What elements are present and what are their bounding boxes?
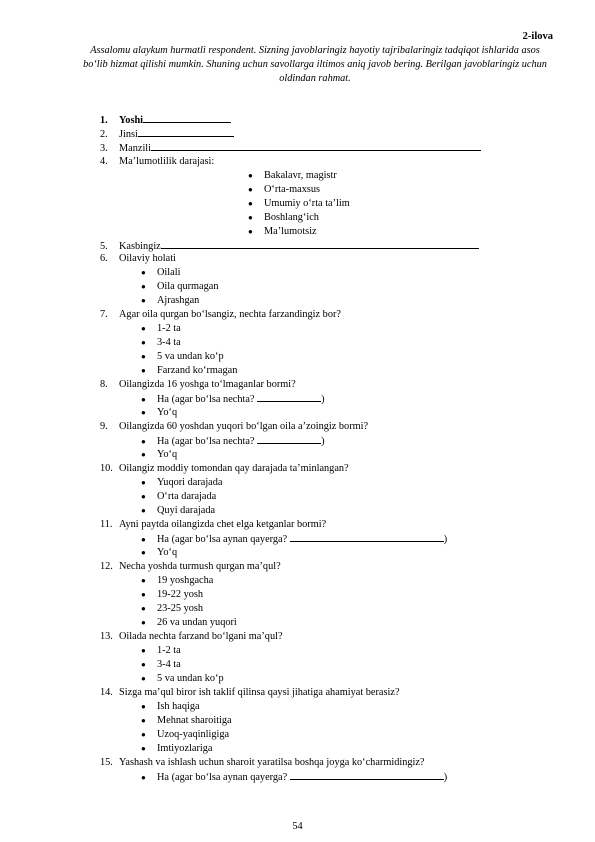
option-checkbox[interactable]: ● 1-2 ta xyxy=(141,645,181,656)
bullet-icon: ● xyxy=(141,352,146,361)
option-checkbox[interactable]: ● O‘rta darajada xyxy=(141,491,217,502)
option-checkbox[interactable]: ● Oilali xyxy=(141,267,181,278)
question-text: Necha yoshda turmush qurgan ma’qul? xyxy=(119,561,281,572)
question-text: Oilada nechta farzand bo‘lgani ma’qul? xyxy=(119,631,283,642)
bullet-icon: ● xyxy=(141,478,146,487)
bullet-icon: ● xyxy=(141,548,146,557)
option-checkbox[interactable]: ● Boshlang‘ich xyxy=(248,212,319,223)
bullet-icon: ● xyxy=(141,535,146,544)
bullet-icon: ● xyxy=(141,716,146,725)
bullet-icon: ● xyxy=(248,213,253,222)
question-10: 10. Oilangiz moddiy tomondan qay darajada ta’minlangan? xyxy=(100,463,349,474)
bullet-icon: ● xyxy=(141,744,146,753)
option-checkbox[interactable]: ● Ha (agar bo‘lsa nechta? ) xyxy=(141,394,325,405)
option-checkbox[interactable]: ● Umumiy o‘rta ta’lim xyxy=(248,198,350,209)
answer-line[interactable] xyxy=(257,393,321,402)
bullet-icon: ● xyxy=(141,506,146,515)
bullet-icon: ● xyxy=(141,492,146,501)
bullet-icon: ● xyxy=(141,450,146,459)
question-text: Ayni paytda oilangizda chet elga ketganlar bormi? xyxy=(119,519,327,530)
option-checkbox[interactable]: ● Yuqori darajada xyxy=(141,477,223,488)
bullet-icon: ● xyxy=(141,338,146,347)
bullet-icon: ● xyxy=(141,660,146,669)
question-15: 15. Yashash va ishlash uchun sharoit yaratilsa boshqa joyga ko‘charmidingiz? xyxy=(100,757,425,768)
bullet-icon: ● xyxy=(141,773,146,782)
bullet-icon: ● xyxy=(141,576,146,585)
option-checkbox[interactable]: ● Oila qurmagan xyxy=(141,281,219,292)
question-text: Oilangizda 60 yoshdan yuqori bo‘lgan oila a’zoingiz bormi? xyxy=(119,421,369,432)
bullet-icon: ● xyxy=(141,296,146,305)
bullet-icon: ● xyxy=(141,604,146,613)
option-checkbox[interactable]: ● Bakalavr, magistr xyxy=(248,170,337,181)
bullet-icon: ● xyxy=(248,199,253,208)
option-checkbox[interactable]: ● 3-4 ta xyxy=(141,659,181,670)
intro-paragraph: Assalomu alaykum hurmatli respondent. Sizning javoblaringiz hayotiy tajribalaringiz tadqiqot ishlarida asos bo‘lib hizmat qilishi mumkin. Shuning uchun savollarga iltimos aniq javob bering. Berilgan javoblaringiz uchun oldindan rahmat. xyxy=(83,45,547,85)
option-checkbox[interactable]: ● 23-25 yosh xyxy=(141,603,204,614)
question-text: Kasbingiz xyxy=(119,241,161,252)
question-14: 14. Sizga ma’qul biror ish taklif qilinsa qaysi jihatiga ahamiyat berasiz? xyxy=(100,687,400,698)
bullet-icon: ● xyxy=(141,437,146,446)
bullet-icon: ● xyxy=(141,590,146,599)
question-12: 12. Necha yoshda turmush qurgan ma’qul? xyxy=(100,561,281,572)
option-checkbox[interactable]: ● 3-4 ta xyxy=(141,337,181,348)
option-checkbox[interactable]: ● Farzand ko‘rmagan xyxy=(141,365,238,376)
question-text: Yoshi xyxy=(119,115,144,126)
answer-line[interactable] xyxy=(143,114,231,123)
option-checkbox[interactable]: ● Yo‘q xyxy=(141,407,178,418)
option-checkbox[interactable]: ● 5 va undan ko‘p xyxy=(141,351,224,362)
option-checkbox[interactable]: ● Ish haqiga xyxy=(141,701,200,712)
option-checkbox[interactable]: ● 26 va undan yuqori xyxy=(141,617,237,628)
bullet-icon: ● xyxy=(141,282,146,291)
bullet-icon: ● xyxy=(248,171,253,180)
question-1: 1. Yoshi xyxy=(100,114,231,127)
question-8: 8. Oilangizda 16 yoshga to‘lmaganlar bormi? xyxy=(100,379,296,390)
option-checkbox[interactable]: ● 5 va undan ko‘p xyxy=(141,673,224,684)
bullet-icon: ● xyxy=(141,730,146,739)
bullet-icon: ● xyxy=(141,646,146,655)
appendix-label: 2-ilova xyxy=(522,31,553,42)
question-text: Jinsi xyxy=(119,129,138,140)
question-text: Sizga ma’qul biror ish taklif qilinsa qaysi jihatiga ahamiyat berasiz? xyxy=(119,687,400,698)
question-text: Agar oila qurgan bo‘lsangiz, nechta farzandingiz bor? xyxy=(119,309,341,320)
option-checkbox[interactable]: ● Ajrashgan xyxy=(141,295,200,306)
bullet-icon: ● xyxy=(141,395,146,404)
option-checkbox[interactable]: ● O‘rta-maxsus xyxy=(248,184,321,195)
question-text: Ma’lumotlilik darajasi: xyxy=(119,156,215,167)
question-4: 4. Ma’lumotlilik darajasi: xyxy=(100,156,215,167)
option-checkbox[interactable]: ● 19-22 yosh xyxy=(141,589,204,600)
answer-line[interactable] xyxy=(257,435,321,444)
answer-line[interactable] xyxy=(290,533,444,542)
bullet-icon: ● xyxy=(141,618,146,627)
bullet-icon: ● xyxy=(141,268,146,277)
question-6: 6. Oilaviy holati xyxy=(100,253,176,264)
option-checkbox[interactable]: ● Ma’lumotsiz xyxy=(248,226,317,237)
question-13: 13. Oilada nechta farzand bo‘lgani ma’qul? xyxy=(100,631,283,642)
answer-line[interactable] xyxy=(161,240,479,249)
question-5: 5. Kasbingiz xyxy=(100,240,479,253)
option-checkbox[interactable]: ● Ha (agar bo‘lsa nechta? ) xyxy=(141,436,325,447)
answer-line[interactable] xyxy=(138,128,234,137)
option-checkbox[interactable]: ● 1-2 ta xyxy=(141,323,181,334)
question-9: 9. Oilangizda 60 yoshdan yuqori bo‘lgan oila a’zoingiz bormi? xyxy=(100,421,369,432)
option-checkbox[interactable]: ● Imtiyozlariga xyxy=(141,743,213,754)
answer-line[interactable] xyxy=(151,142,481,151)
option-checkbox[interactable]: ● Ha (agar bo‘lsa aynan qayerga? ) xyxy=(141,772,448,783)
option-checkbox[interactable]: ● Uzoq-yaqinligiga xyxy=(141,729,230,740)
question-3: 3. Manzili xyxy=(100,142,481,155)
answer-line[interactable] xyxy=(290,771,444,780)
question-text: Yashash va ishlash uchun sharoit yaratilsa boshqa joyga ko‘charmidingiz? xyxy=(119,757,425,768)
bullet-icon: ● xyxy=(141,408,146,417)
option-checkbox[interactable]: ● Yo‘q xyxy=(141,547,178,558)
option-checkbox[interactable]: ● Ha (agar bo‘lsa aynan qayerga? ) xyxy=(141,534,448,545)
option-checkbox[interactable]: ● Mehnat sharoitiga xyxy=(141,715,232,726)
bullet-icon: ● xyxy=(141,674,146,683)
page-number: 54 xyxy=(292,821,303,832)
question-text: Oilangiz moddiy tomondan qay darajada ta’minlangan? xyxy=(119,463,349,474)
option-checkbox[interactable]: ● Quyi darajada xyxy=(141,505,216,516)
question-text: Manzili xyxy=(119,143,152,154)
bullet-icon: ● xyxy=(141,702,146,711)
question-2: 2. Jinsi xyxy=(100,128,234,141)
question-text: Oilaviy holati xyxy=(119,253,176,264)
option-checkbox[interactable]: ● Yo‘q xyxy=(141,449,178,460)
question-7: 7. Agar oila qurgan bo‘lsangiz, nechta farzandingiz bor? xyxy=(100,309,341,320)
bullet-icon: ● xyxy=(141,324,146,333)
question-11: 11. Ayni paytda oilangizda chet elga ketganlar bormi? xyxy=(100,519,327,530)
bullet-icon: ● xyxy=(248,185,253,194)
option-checkbox[interactable]: ● 19 yoshgacha xyxy=(141,575,214,586)
bullet-icon: ● xyxy=(141,366,146,375)
question-text: Oilangizda 16 yoshga to‘lmaganlar bormi? xyxy=(119,379,296,390)
bullet-icon: ● xyxy=(248,227,253,236)
